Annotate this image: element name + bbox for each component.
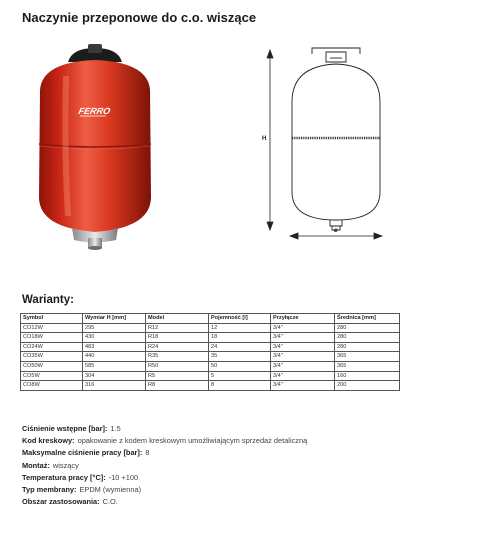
cell-dimension-h: 430: [83, 333, 146, 343]
header-dimension-h: Wymiar H [mm]: [83, 314, 146, 324]
cell-connection: 3/4": [271, 352, 335, 362]
cell-capacity: 5: [209, 371, 271, 381]
product-photo: [20, 40, 170, 252]
spec-row-max-pressure: [22, 447, 307, 459]
cell-symbol: CO5W: [21, 371, 83, 381]
cell-model: R8: [146, 381, 209, 391]
drawing-nipple: [330, 220, 342, 226]
technical-drawing: [252, 40, 412, 250]
header-diameter: Średnica [mm]: [335, 314, 400, 324]
cell-symbol: CO35W: [21, 352, 83, 362]
height-label: H: [262, 136, 267, 142]
cell-dimension-h: 295: [83, 323, 146, 333]
spec-label: Ciśnienie wstępne [bar]:: [22, 424, 108, 433]
variants-heading: Warianty:: [22, 294, 74, 306]
drawing-bracket: [312, 48, 360, 54]
cell-diameter: 160: [335, 371, 400, 381]
cell-capacity: 50: [209, 361, 271, 371]
cell-symbol: CO12W: [21, 323, 83, 333]
spec-label: Montaż:: [22, 460, 50, 470]
cell-model: R12: [146, 323, 209, 333]
svg-text:FERRO: FERRO: [77, 106, 112, 116]
spec-row-temperature: [22, 472, 307, 484]
table-row: [21, 371, 400, 381]
spec-value: 8: [145, 448, 150, 458]
spec-value: wiszący: [52, 460, 79, 470]
cell-capacity: 24: [209, 342, 271, 352]
cell-diameter: 280: [335, 342, 400, 352]
cell-connection: 3/4": [271, 361, 335, 371]
table-row: [21, 381, 400, 391]
spec-value: opakowanie z kodem kreskowym umożliwiającym sprzedaż detaliczną: [77, 436, 308, 446]
variants-table: [20, 313, 400, 391]
ferro-logo: [78, 106, 112, 116]
spec-value: 1.5: [110, 424, 121, 433]
cell-connection: 3/4": [271, 371, 335, 381]
spec-row-preset-pressure: [22, 423, 307, 435]
cell-connection: 3/4": [271, 333, 335, 343]
spec-label: Obszar zastosowania:: [22, 497, 100, 507]
spec-row-barcode: [22, 435, 307, 447]
spec-label: Kod kreskowy:: [22, 436, 75, 446]
header-symbol: Symbol: [21, 314, 83, 324]
cell-symbol: CO50W: [21, 361, 83, 371]
cell-model: R24: [146, 342, 209, 352]
cell-diameter: 365: [335, 352, 400, 362]
cell-diameter: 280: [335, 333, 400, 343]
diameter-label: ø: [334, 228, 338, 234]
header-model: Model: [146, 314, 209, 324]
spec-value: EPDM (wymienna): [79, 485, 142, 495]
table-row: [21, 333, 400, 343]
spec-list: [22, 423, 307, 508]
cell-dimension-h: 440: [83, 352, 146, 362]
table-row: [21, 361, 400, 371]
cell-symbol: CO18W: [21, 333, 83, 343]
spec-label: Temperatura pracy [°C]:: [22, 472, 106, 482]
spec-row-mounting: [22, 460, 307, 472]
cell-dimension-h: 483: [83, 342, 146, 352]
spec-row-application: [22, 496, 307, 508]
table-row: [21, 352, 400, 362]
spec-label: Typ membrany:: [22, 485, 77, 495]
cell-symbol: CO8W: [21, 381, 83, 391]
spec-label: Maksymalne ciśnienie pracy [bar]:: [22, 448, 143, 458]
drawing-body: [292, 64, 380, 220]
spec-value: C.O.: [102, 497, 118, 507]
cell-connection: 3/4": [271, 381, 335, 391]
table-row: [21, 342, 400, 352]
spec-value: -10 +100: [108, 472, 139, 482]
header-connection: Przyłącze: [271, 314, 335, 324]
spec-row-membrane: [22, 484, 307, 496]
cell-capacity: 35: [209, 352, 271, 362]
cell-capacity: 18: [209, 333, 271, 343]
cell-capacity: 12: [209, 323, 271, 333]
cell-model: R35: [146, 352, 209, 362]
top-valve: [88, 44, 102, 53]
cell-model: R5: [146, 371, 209, 381]
table-row: [21, 323, 400, 333]
cell-capacity: 8: [209, 381, 271, 391]
header-capacity: Pojemność [l]: [209, 314, 271, 324]
cell-dimension-h: 316: [83, 381, 146, 391]
cell-dimension-h: 585: [83, 361, 146, 371]
cell-symbol: CO24W: [21, 342, 83, 352]
table-header-row: [21, 314, 400, 324]
page-title: Naczynie przeponowe do c.o. wiszące: [22, 10, 257, 25]
cell-diameter: 200: [335, 381, 400, 391]
cell-model: R18: [146, 333, 209, 343]
cell-connection: 3/4": [271, 342, 335, 352]
cell-connection: 3/4": [271, 323, 335, 333]
cell-diameter: 365: [335, 361, 400, 371]
cell-diameter: 280: [335, 323, 400, 333]
cell-dimension-h: 304: [83, 371, 146, 381]
cell-model: R50: [146, 361, 209, 371]
